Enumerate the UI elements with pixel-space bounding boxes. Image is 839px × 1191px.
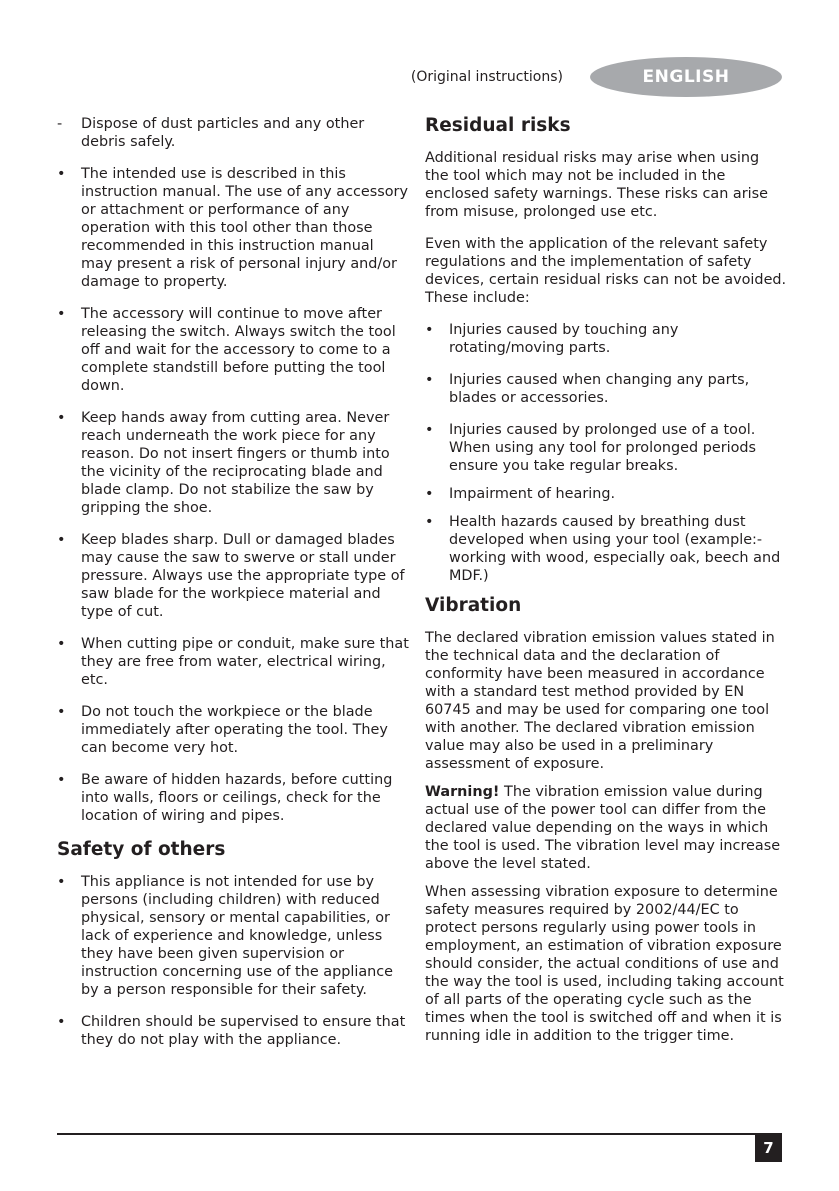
list-item-text: The intended use is described in this instruction manual. The use of any accessory or attachment or performance of any operation with this tool other than those recommended in this instruction manual may present a risk of personal injury and/or damage to property. xyxy=(81,166,408,290)
list-item-text: Keep hands away from cutting area. Never reach underneath the work piece for any reason. Do not insert fingers or thumb into the vicinity of the reciprocating blade and blade clamp. Do not stabilize the saw by gripping the shoe. xyxy=(81,410,390,516)
bullet-marker: • xyxy=(425,422,434,438)
list-item-text: Do not touch the workpiece or the blade immediately after operating the tool. They can become very hot. xyxy=(81,704,388,756)
list-item xyxy=(57,635,409,689)
list-item xyxy=(425,371,787,407)
list-item xyxy=(425,485,787,503)
bullet-marker: • xyxy=(57,704,66,720)
page-number: 7 xyxy=(755,1134,782,1162)
bullet-marker: • xyxy=(425,514,434,530)
list-item xyxy=(57,873,409,999)
list-item-text: Impairment of hearing. xyxy=(449,486,616,502)
residual-risks-heading: Residual risks xyxy=(425,115,571,136)
list-item-text: The accessory will continue to move after releasing the switch. Always switch the tool off and wait for the accessory to come to a complete standstill before putting the tool down. xyxy=(81,306,396,394)
bullet-marker: • xyxy=(57,636,66,652)
footer-rule xyxy=(57,1133,782,1135)
list-item-text: This appliance is not intended for use by persons (including children) with reduced physical, sensory or mental capabilities, or lack of experience and knowledge, unless they have been given supervision or instruction concerning use of the appliance by a person responsible for their safety. xyxy=(81,874,394,998)
list-item xyxy=(57,531,409,621)
bullet-marker: • xyxy=(425,372,434,388)
list-item xyxy=(425,421,787,475)
list-item-text: Keep blades sharp. Dull or damaged blades may cause the saw to swerve or stall under pressure. Always use the appropriate type of saw blade for the workpiece material and type of cut. xyxy=(81,532,405,620)
list-item xyxy=(57,1013,409,1049)
warning-text: The vibration emission value during actual use of the power tool can differ from the declared value depending on the ways in which the tool is used. The vibration level may increase above the level stated. xyxy=(425,784,781,872)
list-item xyxy=(57,305,409,395)
list-item-text: Health hazards caused by breathing dust developed when using your tool (example:- working with wood, especially oak, beech and MDF.) xyxy=(449,514,781,584)
residual-risks-paragraph: Even with the application of the relevant safety regulations and the implementation of safety devices, certain residual risks can not be avoided. These include: xyxy=(425,236,787,306)
list-item xyxy=(57,165,409,291)
warning-label: Warning! xyxy=(425,784,500,800)
list-item-text: Children should be supervised to ensure that they do not play with the appliance. xyxy=(81,1014,406,1048)
list-item-text: Injuries caused by prolonged use of a tool. When using any tool for prolonged periods ensure you take regular breaks. xyxy=(449,422,757,474)
dash-marker: - xyxy=(57,116,63,132)
list-item xyxy=(425,321,787,357)
left-column xyxy=(57,115,409,1063)
bullet-marker: • xyxy=(57,772,66,788)
original-instructions-note: (Original instructions) xyxy=(410,69,563,85)
language-badge: ENGLISH xyxy=(590,57,782,97)
list-item-text: Injuries caused by touching any rotating/moving parts. xyxy=(449,322,679,356)
list-item-text: Dispose of dust particles and any other debris safely. xyxy=(81,116,365,150)
bullet-marker: • xyxy=(57,874,66,890)
list-item xyxy=(425,513,787,585)
list-item-text: Be aware of hidden hazards, before cutting into walls, floors or ceilings, check for the location of wiring and pipes. xyxy=(81,772,393,824)
bullet-marker: • xyxy=(57,410,66,426)
list-item xyxy=(57,771,409,825)
bullet-marker: • xyxy=(57,1014,66,1030)
vibration-paragraph: The declared vibration emission values stated in the technical data and the declaration of conformity have been measured in accordance with a standard test method provided by EN 60745 and may be used for comparing one tool with another. The declared vibration emission value may also be used in a preliminary assessment of exposure. xyxy=(425,630,775,772)
list-item xyxy=(57,115,409,151)
safety-of-others-heading: Safety of others xyxy=(57,839,226,860)
bullet-marker: • xyxy=(425,322,434,338)
vibration-paragraph: When assessing vibration exposure to determine safety measures required by 2002/44/EC to protect persons regularly using power tools in employment, an estimation of vibration exposure should consider, the actual conditions of use and the way the tool is used, including taking account of all parts of the operating cycle such as the times when the tool is switched off and when it is running idle in addition to the trigger time. xyxy=(425,884,784,1044)
bullet-marker: • xyxy=(57,166,66,182)
list-item xyxy=(57,703,409,757)
vibration-warning xyxy=(425,783,787,873)
vibration-heading: Vibration xyxy=(425,595,522,616)
bullet-marker: • xyxy=(57,306,66,322)
list-item-text: Injuries caused when changing any parts, blades or accessories. xyxy=(449,372,750,406)
bullet-marker: • xyxy=(425,486,434,502)
list-item-text: When cutting pipe or conduit, make sure that they are free from water, electrical wiring, etc. xyxy=(81,636,409,688)
list-item xyxy=(57,409,409,517)
right-column xyxy=(425,115,787,1055)
residual-risks-paragraph: Additional residual risks may arise when using the tool which may not be included in the enclosed safety warnings. These risks can arise from misuse, prolonged use etc. xyxy=(425,150,769,220)
bullet-marker: • xyxy=(57,532,66,548)
